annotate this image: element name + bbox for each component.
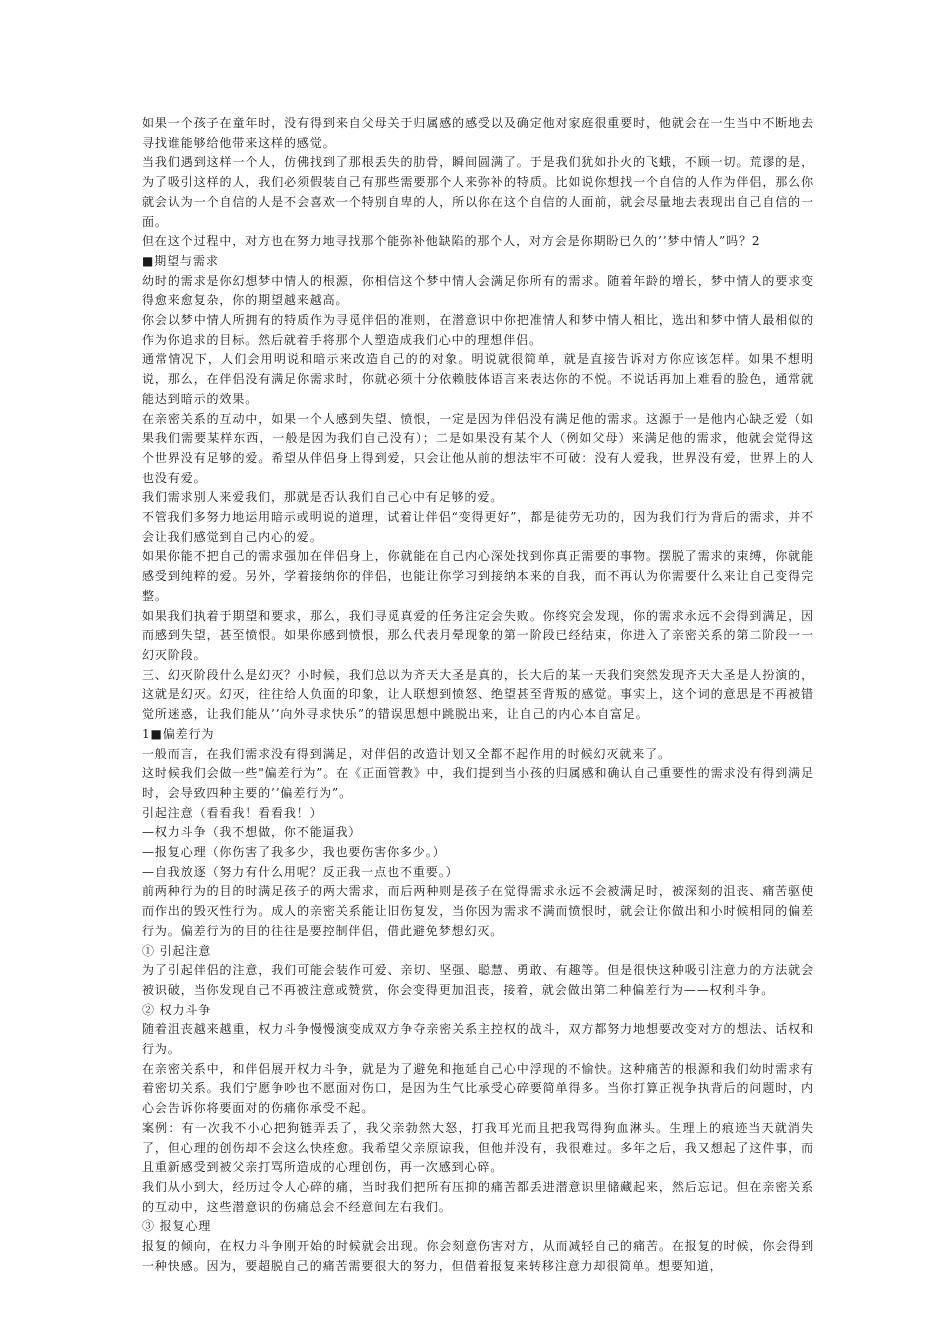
- paragraph: 我们从小到大，经历过令人心碎的痛，当时我们把所有压抑的痛苦都丢进潜意识里储藏起来，然后忘记。但在亲密关系的互动中，这些潜意识的伤痛总会不经意间左右我们。: [142, 1179, 814, 1214]
- list-item: —报复心理（你伤害了我多少，我也要伤害你多少。）: [142, 845, 446, 860]
- paragraph: 报复的倾向，在权力斗争刚开始的时候就会出现。你会刻意伤害对方，从而减轻自己的痛苦。在报复的时候，你会得到一种快感。因为，要超脱自己的痛苦需要很大的努力，但借着报复来转移注意力却很简单。想要知道，: [142, 1239, 814, 1273]
- section-heading: 1■偏差行为: [142, 726, 215, 741]
- paragraph: 幼时的需求是你幻想梦中情人的根源，你相信这个梦中情人会满足你所有的需求。随着年龄的增长，梦中情人的要求变得愈来愈复杂，你的期望越来越高。: [142, 273, 814, 308]
- paragraph: 在亲密关系中，和伴侣展开权力斗争，就是为了避免和拖延自己心中浮现的不愉快。这种痛苦的根源和我们幼时需求有着密切关系。我们宁愿争吵也不愿面对伤口，是因为生气比承受心碎要简单得多。当你打算正视争执背后的问题时，内心会告诉你将要面对的伤痛你承受不起。: [142, 1061, 814, 1116]
- paragraph: 在亲密关系的互动中，如果一个人感到失望、愤恨，一定是因为伴侣没有满足他的需求。这源于一是他内心缺乏爱（如果我们需要某样东西，一般是因为我们自己没有）；二是如果没有某个人（例如父母）来满足他的需求，他就会觉得这个世界没有足够的爱。希望从伴侣身上得到爱，只会让他从前的想法牢不可破：没有人爱我，世界没有爱，世界上的人也没有爱。: [142, 411, 814, 485]
- paragraph: 如果你能不把自己的需求强加在伴侣身上，你就能在自己内心深处找到你真正需要的事物。摆脱了需求的束缚，你就能感受到纯粹的爱。另外，学着接纳你的伴侣，也能让你学习到接纳本来的自我，而不再认为你需要什么来让自己变得完整。: [142, 549, 814, 603]
- subsection-heading: ① 引起注意: [142, 943, 212, 958]
- document-page: [142, 114, 814, 1276]
- paragraph: 但在这个过程中，对方也在努力地寻找那个能弥补他缺陷的那个人，对方会是你期盼已久的’’梦中情人”吗？2: [142, 234, 761, 249]
- paragraph: 前两种行为的目的时满足孩子的两大需求，而后两种则是孩子在觉得需求永远不会被满足时，被深刻的沮丧、痛苦驱使而作出的毁灭性行为。成人的亲密关系能让旧伤复发，当你因为需求不满而愤恨时，就会让你做出和小时候相同的偏差行为。偏差行为的目的往往是要控制伴侣，借此避免梦想幻灭。: [142, 884, 814, 938]
- paragraph: 通常情况下，人们会用明说和暗示来改造自己的的对象。明说就很简单，就是直接告诉对方你应该怎样。如果不想明说，那么，在伴侣没有满足你需求时，你就必须十分依赖肢体语言来表达你的不悦。不说话再加上难看的脸色，通常就能达到暗示的效果。: [142, 352, 814, 406]
- subsection-heading: ② 权力斗争: [142, 1002, 212, 1017]
- paragraph: 你会以梦中情人所拥有的特质作为寻觅伴侣的准则，在潜意识中你把准情人和梦中情人相比，选出和梦中情人最相似的作为你追求的目标。然后就着手将那个人塑造成我们心中的理想伴侣。: [142, 313, 814, 347]
- paragraph: 不管我们多努力地运用暗示或明说的道理，试着让伴侣“变得更好”，都是徒劳无功的，因为我们行为背后的需求，并不会让我们感觉到自己内心的爱。: [142, 510, 814, 544]
- paragraph: 一般而言，在我们需求没有得到满足，对伴侣的改造计划又全都不起作用的时候幻灭就来了。: [142, 746, 671, 761]
- paragraph: 我们需求别人来爱我们，那就是否认我们自己心中有足够的爱。: [142, 490, 504, 505]
- section-heading: ■期望与需求: [142, 253, 219, 268]
- subsection-heading: ③ 报复心理: [142, 1219, 212, 1234]
- paragraph: 这时候我们会做一些"偏差行为”。在《正面管教》中，我们提到当小孩的归属感和确认自己重要性的需求没有得到满足时，会导致四种主要的’’偏差行为”。: [142, 766, 814, 800]
- paragraph: 如果一个孩子在童年时，没有得到来自父母关于归属感的感受以及确定他对家庭很重要时，他就会在一生当中不断地去寻找谁能够给他带来这样的感觉。: [142, 116, 814, 150]
- list-item: —自我放逐（努力有什么用呢？反正我一点也不重要。）: [142, 864, 459, 879]
- paragraph: 案例：有一次我不小心把狗链弄丢了，我父亲勃然大怒，打我耳光而且把我骂得狗血淋头。生理上的痕迹当天就消失了，但心理的创伤却不会这么快痊愈。我希望父亲原谅我，但他并没有，我很难过。多年之后，我又想起了这件事，而且重新感受到被父亲打骂所造成的心理创伤，再一次感到心碎。: [142, 1120, 814, 1175]
- paragraph: 为了引起伴侣的注意，我们可能会装作可爱、亲切、坚强、聪慧、勇敢、有趣等。但是很快这种吸引注意力的方法就会被识破，当你发现自己不再被注意或赞赏，你会变得更加沮丧，接着，就会做出第二种偏差行为——权利斗争。: [142, 963, 814, 997]
- paragraph: 如果我们执着于期望和要求，那么，我们寻觅真爱的任务注定会失败。你终究会发现，你的需求永远不会得到满足，因而感到失望，甚至愤恨。如果你感到愤恨，那么代表月晕现象的第一阶段已经结束，你进入了亲密关系的第二阶段一一幻灭阶段。: [142, 608, 814, 662]
- paragraph: 三、幻灭阶段什么是幻灭？小时候，我们总以为齐天大圣是真的，长大后的某一天我们突然发现齐天大圣是人扮演的，这就是幻灭。幻灭，往往给人负面的印象，让人联想到愤怒、绝望甚至背叛的感觉。事实上，这个词的意思是不再被错觉所迷惑，让我们能从’’向外寻求快乐”的错误思想中跳脱出来，让自己的内心本自富足。: [142, 667, 814, 722]
- list-item: —权力斗争（我不想做，你不能逼我）: [142, 825, 362, 840]
- paragraph: 随着沮丧越来越重，权力斗争慢慢演变成双方争夺亲密关系主控权的战斗，双方都努力地想要改变对方的想法、话权和行为。: [142, 1022, 814, 1057]
- list-item: 引起注意（看看我！看看我！）: [142, 805, 323, 820]
- paragraph: 当我们遇到这样一个人，仿佛找到了那根丢失的肋骨，瞬间圆满了。于是我们犹如扑火的飞蛾，不顾一切。荒谬的是，为了吸引这样的人，我们必须假装自己有那些需要那个人来弥补的特质。比如说你想找一个自信的人作为伴侣，那么你就会认为一个自信的人是不会喜欢一个特别自卑的人，所以你在这个自信的人面前，就会尽量地去表现出自己自信的一面。: [142, 155, 814, 229]
